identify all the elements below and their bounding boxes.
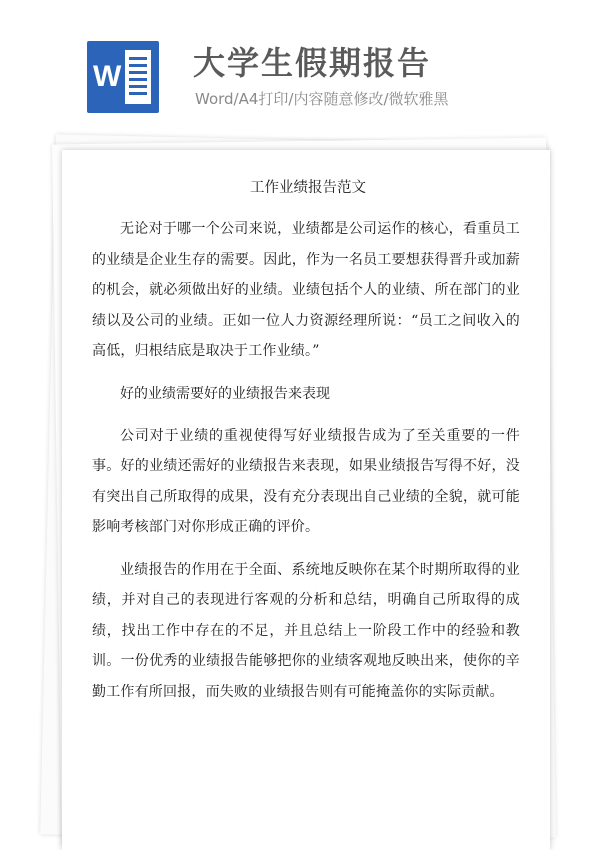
sub-heading: 好的业绩需要好的业绩报告来表现 — [120, 385, 330, 402]
paragraph-2: 公司对于业绩的重视使得写好业绩报告成为了至关重要的一件事。好的业绩还需好的业绩报告来表现，如果业绩报告写得不好，没有突出自己所取得的成果，没有充分表现出自己业绩的全貌，就可能影响考核部门对你形成正确的评价。 — [92, 427, 520, 535]
word-letter: W — [93, 60, 122, 93]
document-title: 工作业绩报告范文 — [250, 180, 366, 196]
paragraph-1: 无论对于哪一个公司来说，业绩都是公司运作的核心，看重员工的业绩是企业生存的需要。因此，作为一名员工要想获得晋升或加薪的机会，就必须做出好的业绩。业绩包括个人的业绩、所在部门的业绩以及公司的业绩。正如一位人力资源经理所说：“员工之间收入的高低，归根结底是取决于工作业绩。” — [92, 221, 520, 359]
bottom-fade-overlay — [62, 700, 550, 850]
paragraph-3: 业绩报告的作用在于全面、系统地反映你在某个时期所取得的业绩，并对自己的表现进行客观的分析和总结，明确自己所取得的成绩，找出工作中存在的不足，并且总结上一阶段工作中的经验和教训。一份优秀的业绩报告能够把你的业绩客观地反映出来，使你的辛勤工作有所回报，而失败的业绩报告则有可能掩盖你的实际贡献。 — [92, 561, 520, 700]
page-subtitle: Word/A4打印/内容随意修改/微软雅黑 — [195, 90, 449, 108]
document-page — [62, 150, 550, 850]
word-icon — [87, 41, 159, 113]
page-title: 大学生假期报告 — [193, 44, 432, 82]
document-content — [92, 174, 520, 719]
